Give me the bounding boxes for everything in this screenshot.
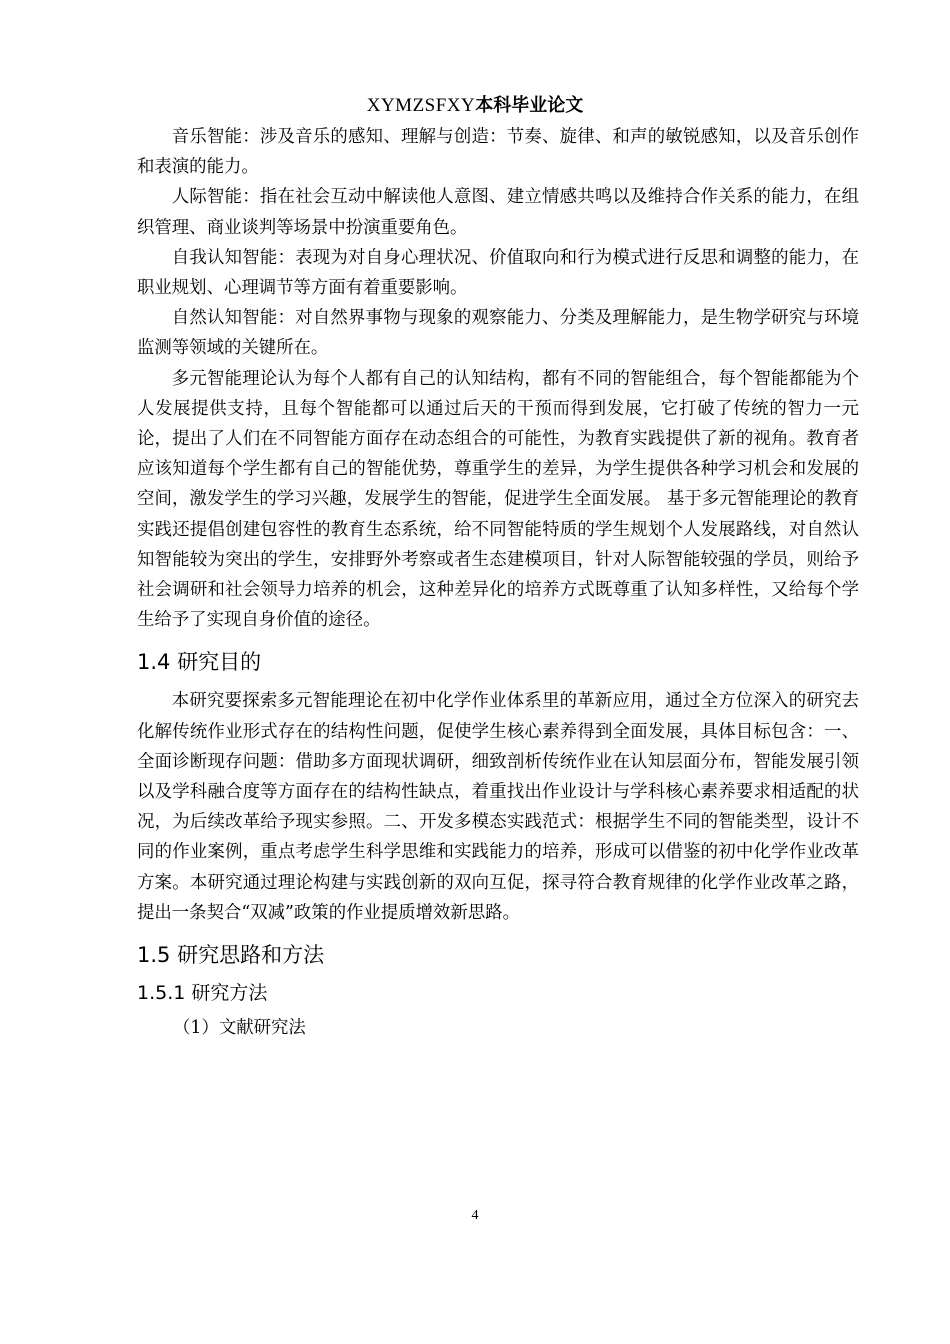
section-heading-1-5: 1.5 研究思路和方法 [137, 943, 325, 968]
subsection-heading-1-5-1: 1.5.1 研究方法 [137, 982, 268, 1005]
method-item-literature: （1）文献研究法 [173, 1018, 306, 1039]
section-heading-1-4: 1.4 研究目的 [137, 650, 262, 675]
paragraph-intrapersonal-intelligence: 自我认知智能：表现为对自身心理状况、价值取向和行为模式进行反思和调整的能力，在职业规划、心理调节等方面有着重要影响。 [137, 247, 859, 299]
header-code: XYMZSFXY [366, 95, 476, 116]
page-number: 4 [471, 1208, 479, 1223]
paragraph-music-intelligence: 音乐智能：涉及音乐的感知、理解与创造：节奏、旋律、和声的敏锐感知，以及音乐创作和表演的能力。 [137, 127, 859, 178]
header-title: 本科毕业论文 [475, 95, 584, 116]
page-header [0, 92, 950, 119]
paragraph-naturalist-intelligence: 自然认知智能：对自然界事物与现象的观察能力、分类及理解能力，是生物学研究与环境监测等领域的关键所在。 [137, 308, 859, 359]
paragraph-interpersonal-intelligence: 人际智能：指在社会互动中解读他人意图、建立情感共鸣以及维持合作关系的能力，在组织管理、商业谈判等场景中扮演重要角色。 [137, 187, 859, 238]
document-body [137, 122, 859, 1043]
paragraph-theory-summary: 多元智能理论认为每个人都有自己的认知结构，都有不同的智能组合，每个智能都能为个人发展提供支持，且每个智能都可以通过后天的干预而得到发展，它打破了传统的智力一元论，提出了人们在不同智能方面存在动态组合的可能性，为教育实践提供了新的视角。教育者应该知道每个学生都有自己的智能优势，尊重学生的差异，为学生提供各种学习机会和发展的空间，激发学生的学习兴趣，发展学生的智能，促进学生全面发展。 基于多元智能理论的教育实践还提倡创建包容性的教育生态系统，给不同智能特质的学生规划个人发展路线，对自然认知智能较为突出的学生，安排野外考察或者生态建模项目，针对人际智能较强的学员，则给予社会调研和社会领导力培养的机会，这种差异化的培养方式既尊重了认知多样性，又给每个学生给予了实现自身价值的途径。 [137, 368, 859, 631]
paragraph-research-purpose: 本研究要探索多元智能理论在初中化学作业体系里的革新应用，通过全方位深入的研究去化解传统作业形式存在的结构性问题，促使学生核心素养得到全面发展，具体目标包含：一、全面诊断现存问题：借助多方面现状调研，细致剖析传统作业在认知层面分布，智能发展引领以及学科融合度等方面存在的结构性缺点，着重找出作业设计与学科核心素养要求相适配的状况，为后续改革给予现实参照。二、开发多模态实践范式：根据学生不同的智能类型，设计不同的作业案例，重点考虑学生科学思维和实践能力的培养，形成可以借鉴的初中化学作业改革方案。本研究通过理论构建与实践创新的双向互促，探寻符合教育规律的化学作业改革之路，提出一条契合“双减”政策的作业提质增效新思路。 [137, 691, 859, 923]
